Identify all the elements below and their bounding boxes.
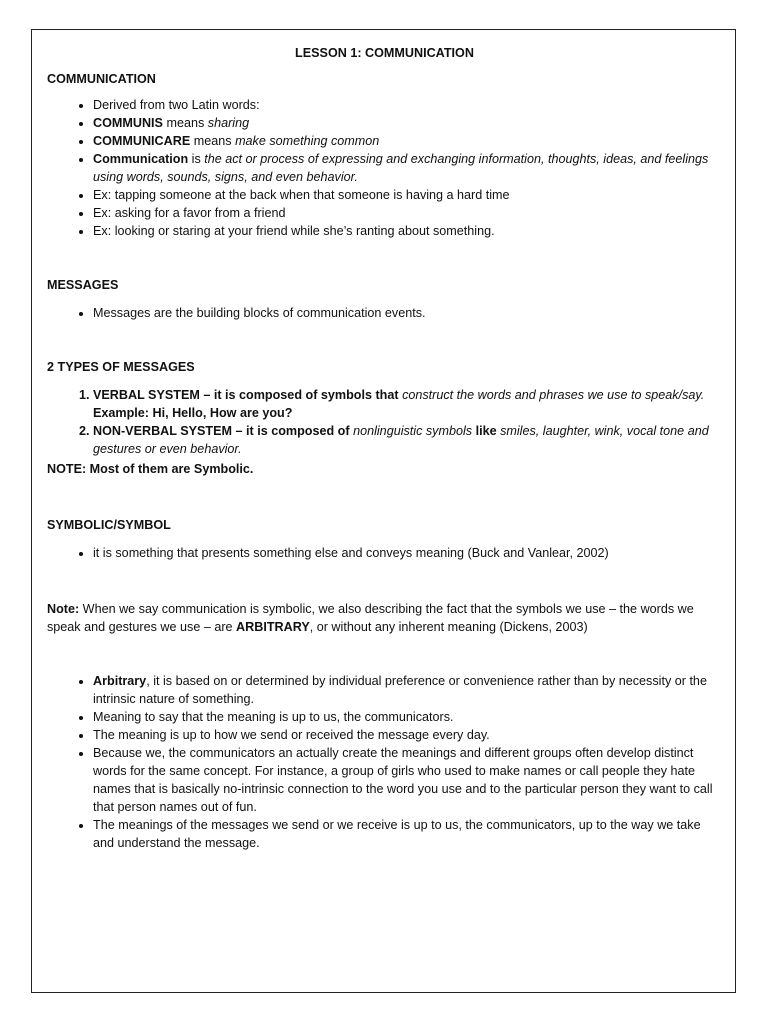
list-item: • Arbitrary, it is based on or determined by individual preference or convenience rather than by necessity or the intrinsic nature of something. <box>93 672 722 708</box>
list-item: • Ex: asking for a favor from a friend <box>93 204 722 222</box>
list-item: • Derived from two Latin words: <box>93 96 722 114</box>
section-heading-communication: COMMUNICATION <box>47 72 156 86</box>
section-heading-messages: MESSAGES <box>47 278 119 292</box>
list-item: • The meanings of the messages we send or we receive is up to us, the communicators, up to the way we take and understand the message. <box>93 816 722 852</box>
section-heading-types: 2 TYPES OF MESSAGES <box>47 360 195 374</box>
communication-list <box>47 96 722 240</box>
arbitrary-list <box>47 672 722 852</box>
lesson-title: LESSON 1: COMMUNICATION <box>295 46 474 60</box>
list-item: • Because we, the communicators an actually create the meanings and different groups often develop distinct words for the same concept. For instance, a group of girls who used to make names or call people they hate names that is basically no-intrinsic connection to the word you use and to the particular person they want to call that person names out of fun. <box>93 744 722 816</box>
list-item-nonverbal: 2. NON-VERBAL SYSTEM – it is composed of nonlinguistic symbols like smiles, laughter, wink, vocal tone and gestures or even behavior. <box>93 422 722 458</box>
list-item: • Messages are the building blocks of communication events. <box>93 304 722 322</box>
list-item: • Communication is the act or process of expressing and exchanging information, thoughts, ideas, and feelings using words, sounds, signs, and even behavior. <box>93 150 722 186</box>
list-item: • Ex: tapping someone at the back when that someone is having a hard time <box>93 186 722 204</box>
list-item: • Ex: looking or staring at your friend while she’s ranting about something. <box>93 222 722 240</box>
symbolic-note: Note: When we say communication is symbolic, we also describing the fact that the symbols we use – the words we speak and gestures we use – are ARBITRARY, or without any inherent meaning (Dickens, 2003) <box>47 602 694 634</box>
list-item: • it is something that presents something else and conveys meaning (Buck and Vanlear, 2002) <box>93 544 722 562</box>
section-heading-symbolic: SYMBOLIC/SYMBOL <box>47 518 171 532</box>
messages-list <box>47 304 722 322</box>
symbolic-list <box>47 544 722 562</box>
list-item: • COMMUNICARE means make something common <box>93 132 722 150</box>
types-note: NOTE: Most of them are Symbolic. <box>47 462 254 476</box>
list-item: • COMMUNIS means sharing <box>93 114 722 132</box>
document-body <box>47 44 722 852</box>
list-item: • The meaning is up to how we send or received the message every day. <box>93 726 722 744</box>
list-item: • Meaning to say that the meaning is up to us, the communicators. <box>93 708 722 726</box>
types-list <box>47 386 722 458</box>
list-item-verbal: 1. VERBAL SYSTEM – it is composed of symbols that construct the words and phrases we use to speak/say. Example: Hi, Hello, How are you? <box>93 386 722 422</box>
